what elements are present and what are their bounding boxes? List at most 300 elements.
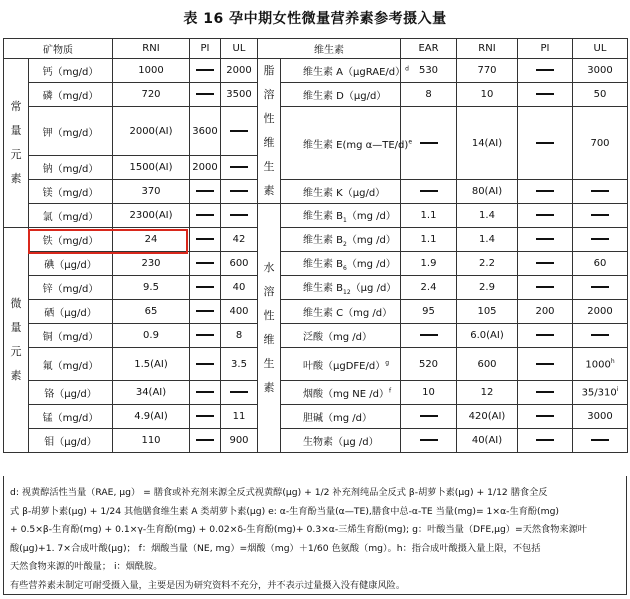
vitamin-rni [457,324,518,348]
vitamin-pi [518,204,573,228]
group-char: 维 [263,333,275,346]
vitamin-unit: （mg /d） [346,235,396,246]
vitamin-ear [401,348,457,381]
vitamin-ul [573,300,628,324]
vitamin-name-text: 维生素 A（μgRAE/d） [303,67,406,78]
mineral-ul [221,156,258,180]
mineral-ul [221,107,258,156]
group-char: 微 [10,297,22,310]
mineral-rni-text: 2000(AI) [129,125,173,137]
dash-mark [536,142,554,144]
dash-mark [420,142,438,144]
vitamin-ul [573,276,628,300]
mineral-name: 钾（mg/d） [29,107,113,156]
mineral-pi [190,180,221,204]
vitamin-ul [573,324,628,348]
vitamin-subscript: 6 [343,265,347,272]
vitamin-ear-text: 95 [422,306,435,317]
dash-mark [420,439,438,441]
mineral-pi [190,381,221,405]
group-macro-elements [4,59,29,228]
vitamin-subscript: 1 [343,217,347,224]
mineral-ul-text: 42 [232,234,246,245]
table-row [4,324,628,348]
vitamin-rni [457,300,518,324]
group-char: 素 [263,381,275,394]
mineral-rni-text: 720 [141,89,161,100]
vitamin-rni-text: 6.0(AI) [470,330,504,341]
vitamin-rni [457,83,518,107]
vitamin-rni [457,381,518,405]
vitamin-rni-text: 420(AI) [468,411,506,422]
vitamin-ul [573,405,628,429]
mineral-rni-text: 1000 [138,65,164,76]
vitamin-name-text: 维生素 C（mg /d） [303,308,393,319]
vitamin-pi [518,348,573,381]
mineral-rni-text: 370 [141,186,161,197]
iron-highlight-box [28,229,188,254]
mineral-ul [221,405,258,429]
group-char: 溶 [263,285,275,298]
vitamin-pi [518,300,573,324]
table-row [4,107,628,156]
mineral-rni [113,156,190,180]
footnote-marker: g [385,359,390,367]
mineral-ul [221,429,258,453]
vitamin-ear-text: 10 [422,387,435,398]
vitamin-rni-text: 2.2 [479,258,495,269]
group-char: 生 [263,160,275,173]
vitamin-subscript: 12 [343,289,351,296]
mineral-ul [221,180,258,204]
group-char: 量 [10,124,22,137]
dash-mark [536,93,554,95]
mineral-ul [221,83,258,107]
vitamin-name [281,405,401,429]
dash-mark [536,439,554,441]
mineral-rni-text: 4.9(AI) [134,411,168,422]
dash-mark [591,238,609,240]
vitamin-ul [573,429,628,453]
footnote-marker: i [616,386,619,394]
vitamin-ear-text: 1.9 [420,258,437,269]
mineral-pi [190,156,221,180]
mineral-rni [113,83,190,107]
mineral-rni-text: 1.5(AI) [134,358,168,370]
dash-mark [196,439,214,441]
table-row [4,405,628,429]
mineral-name: 铜（mg/d） [29,324,113,348]
table-row [4,204,628,228]
mineral-pi [190,405,221,429]
vitamin-ul [573,59,628,83]
vitamin-name-text: 生物素（μg /d） [303,437,379,448]
dash-mark [591,190,609,192]
vitamin-name-text: 维生素 D（μg/d） [303,91,387,102]
vitamin-ul [573,252,628,276]
mineral-ul-text: 40 [232,282,246,293]
mineral-rni [113,300,190,324]
footnote-marker: f [388,387,392,395]
mineral-rni [113,59,190,83]
mineral-rni-text: 34(AI) [135,387,167,398]
group-char: 脂 [263,64,275,77]
vitamin-pi [518,83,573,107]
vitamin-name [281,300,401,324]
footnotes [3,476,627,595]
vitamin-rni-text: 1.4 [479,234,495,245]
mineral-ul [221,276,258,300]
mineral-ul [221,228,258,252]
vitamin-pi [518,252,573,276]
vitamin-rni [457,107,518,180]
vitamin-ear [401,381,457,405]
vitamin-ear [401,180,457,204]
vitamin-rni [457,228,518,252]
group-char: 素 [10,369,22,382]
dash-mark [196,391,214,393]
dash-mark [196,334,214,336]
mineral-rni-text: 2300(AI) [129,210,173,221]
mineral-rni-text: 65 [144,306,158,317]
mineral-pi [190,107,221,156]
mineral-ul-text: 2000 [226,65,252,76]
group-char: 溶 [263,88,275,101]
vitamin-ear-text: 1.1 [420,210,437,221]
dash-mark [591,334,609,336]
mineral-ul-text: 400 [229,306,249,317]
mineral-name: 锌（mg/d） [29,276,113,300]
mineral-ul-text: 3500 [226,89,252,100]
dash-mark [536,69,554,71]
mineral-pi [190,204,221,228]
group-char: 素 [263,184,275,197]
group-water-soluble [258,204,281,453]
vitamin-ear [401,204,457,228]
vitamin-rni [457,59,518,83]
vitamin-rni-text: 105 [477,306,497,317]
mineral-pi-text: 2000 [192,162,218,173]
vitamin-rni-text: 80(AI) [471,186,503,197]
group-char: 元 [10,148,22,161]
mineral-ul [221,300,258,324]
mineral-pi [190,276,221,300]
vitamin-name-text: 维生素 B [303,235,344,246]
vitamin-ear [401,429,457,453]
header-ul: UL [221,39,258,59]
mineral-rni [113,405,190,429]
vitamin-ul-text: 700 [590,137,610,149]
mineral-pi-text: 3600 [192,125,218,137]
vitamin-rni-text: 770 [477,65,497,76]
vitamin-rni-text: 14(AI) [471,137,503,149]
header-ul-vitamin: UL [573,39,628,59]
vitamin-name [281,429,401,453]
mineral-rni-text: 1500(AI) [129,162,173,173]
group-char: 素 [10,172,22,185]
vitamin-ear [401,405,457,429]
dash-mark [536,286,554,288]
dash-mark [196,214,214,216]
dash-mark [196,310,214,312]
header-pi: PI [190,39,221,59]
vitamin-ul-text: 2000 [587,306,613,317]
vitamin-name-text: 烟酸（mg NE /d） [303,389,389,400]
header-rni: RNI [113,39,190,59]
group-char: 常 [10,100,22,113]
vitamin-rni-text: 10 [480,89,494,100]
dash-mark [420,334,438,336]
vitamin-pi [518,107,573,180]
vitamin-rni [457,429,518,453]
vitamin-ear [401,83,457,107]
mineral-name: 铬（μg/d） [29,381,113,405]
vitamin-name [281,324,401,348]
footnote-line: 有些营养素未制定可耐受摄入量，主要是因为研究资料不充分，并不表示过量摄入没有健康风险。 [10,579,406,591]
vitamin-name [281,59,409,83]
group-fat-soluble [258,59,281,204]
mineral-ul-text: 900 [229,435,249,446]
mineral-rni-text: 24 [144,234,158,245]
mineral-pi [190,348,221,381]
vitamin-unit: （μg /d） [350,283,397,294]
mineral-name: 硒（μg/d） [29,300,113,324]
vitamin-ul [573,180,628,204]
mineral-rni [113,381,190,405]
mineral-rni [113,252,190,276]
mineral-ul-text: 8 [235,330,243,341]
table-title: 表 16 孕中期女性微量营养素参考摄入量 [183,11,447,27]
footnote-line: 酸(μg)+1. 7×合成叶酸(μg)； f：烟酸当量（NE, mg）=烟酸（mg）＋1/60 色氨酸（mg）。h：指合成叶酸摄入量上限，不包括 [10,542,541,554]
vitamin-subscript: 2 [343,241,347,248]
mineral-ul [221,252,258,276]
vitamin-rni-text: 40(AI) [471,435,503,446]
mineral-name: 磷（mg/d） [29,83,113,107]
vitamin-name [281,83,401,107]
dash-mark [420,415,438,417]
vitamin-ul [573,204,628,228]
vitamin-rni-text: 2.9 [479,282,495,293]
table-row [4,83,628,107]
vitamin-pi [518,429,573,453]
dash-mark [591,214,609,216]
vitamin-ear-text: 2.4 [420,282,437,293]
vitamin-name-text: 维生素 B [303,211,344,222]
table-row [4,276,628,300]
table-row [4,300,628,324]
dash-mark [196,190,214,192]
mineral-ul-text: 3.5 [231,358,247,370]
vitamin-name [281,107,413,180]
header-vitamin: 维生素 [258,39,401,59]
vitamin-name [281,348,401,381]
mineral-ul [221,381,258,405]
vitamin-ear [401,300,457,324]
vitamin-ul [573,228,628,252]
vitamin-name [281,252,401,276]
dash-mark [536,391,554,393]
vitamin-name [281,204,401,228]
dash-mark [536,363,554,365]
mineral-rni-text: 9.5 [143,282,159,293]
vitamin-name-text: 维生素 E(mg α—TE/d) [303,139,409,151]
mineral-ul-text: 600 [229,258,249,269]
vitamin-pi [518,180,573,204]
mineral-rni [113,180,190,204]
mineral-pi [190,429,221,453]
vitamin-rni [457,180,518,204]
footnote-line: + 0.5×β-生育酚(mg) + 0.1×γ-生育酚(mg) + 0.02×δ-生育酚(mg)+ 0.3×α-三烯生育酚(mg); g：叶酸当量（DFE,μg）=天然食物来源叶 [10,524,587,535]
vitamin-ul-text: 50 [593,89,607,100]
mineral-pi [190,83,221,107]
mineral-ul [221,324,258,348]
footnote-line: d: 视黄醇活性当量（RAE, μg） = 膳食或补充剂来源全反式视黄醇(μg) + 1/2 补充剂纯品全反式 β-胡萝卜素(μg) + 1/12 膳食全反 [10,487,548,498]
group-char: 维 [263,136,275,149]
vitamin-ul-text: 60 [593,258,607,269]
mineral-rni [113,276,190,300]
mineral-name: 氯（mg/d） [29,204,113,228]
dash-mark [420,190,438,192]
vitamin-rni-text: 12 [480,387,494,398]
footnote-marker: h [610,357,615,365]
header-mineral: 矿物质 [4,39,113,59]
mineral-name: 镁（mg/d） [29,180,113,204]
vitamin-ul [573,348,628,381]
vitamin-name-text: 维生素 K（μg/d） [303,188,386,199]
mineral-name: 氟（mg/d） [29,348,113,381]
mineral-rni [113,107,190,156]
table-row [4,429,628,453]
vitamin-pi [518,324,573,348]
mineral-rni-text: 0.9 [143,330,159,341]
group-char: 量 [10,321,22,334]
footnote-line: 天然食物来源的叶酸量； i：烟酰胺。 [10,561,163,572]
vitamin-ul-text: 35/310 [581,387,617,399]
vitamin-ul [573,83,628,107]
mineral-pi [190,324,221,348]
vitamin-rni-text: 1.4 [479,210,495,221]
vitamin-rni [457,348,518,381]
dash-mark [591,439,609,441]
mineral-ul-text: 11 [232,411,246,422]
footnote-line: 式 β-胡萝卜素(μg) + 1/24 其他膳食维生素 A 类胡萝卜素(μg) e: α-生育酚当量(α—TE),膳食中总-α-TE 当量(mg)= 1×α-生育酚(mg) [10,505,559,517]
vitamin-name-text: 叶酸（μgDFE/d） [303,360,386,372]
vitamin-ul [573,107,628,180]
group-char: 生 [263,357,275,370]
vitamin-unit: （mg /d） [346,259,396,270]
mineral-ul [221,204,258,228]
vitamin-rni [457,276,518,300]
table-row [4,59,628,83]
mineral-pi [190,252,221,276]
dash-mark [536,190,554,192]
group-char: 性 [263,112,275,125]
mineral-pi [190,59,221,83]
vitamin-ul-text: 1000 [585,359,611,371]
dash-mark [536,214,554,216]
mineral-name: 铁（mg/d） [29,228,113,252]
header-ear: EAR [401,39,457,59]
vitamin-name [281,381,401,405]
mineral-name: 碘（μg/d） [29,252,113,276]
vitamin-ul-text: 3000 [587,65,613,76]
mineral-name: 钼（μg/d） [29,429,113,453]
table-row [4,348,628,381]
dash-mark [230,130,248,132]
vitamin-pi [518,381,573,405]
vitamin-name [281,276,401,300]
dash-mark [196,69,214,71]
dash-mark [196,262,214,264]
header-pi-vitamin: PI [518,39,573,59]
vitamin-name-text: 胆碱（mg /d） [303,413,372,424]
vitamin-rni-text: 600 [477,358,497,370]
vitamin-ear [401,252,457,276]
group-char: 元 [10,345,22,358]
dash-mark [196,286,214,288]
vitamin-pi [518,59,573,83]
vitamin-ear-text: 8 [425,89,432,100]
vitamin-rni [457,204,518,228]
group-trace-elements [4,228,29,453]
vitamin-name [281,180,401,204]
vitamin-ear [401,276,457,300]
dash-mark [230,391,248,393]
table-row [4,180,628,204]
vitamin-ul [573,381,628,405]
mineral-ul [221,348,258,381]
mineral-name: 钙（mg/d） [29,59,113,83]
vitamin-ear-text: 530 [418,65,439,76]
vitamin-pi [518,228,573,252]
vitamin-pi [518,405,573,429]
mineral-pi [190,300,221,324]
dash-mark [536,334,554,336]
table-row [4,252,628,276]
vitamin-rni [457,252,518,276]
mineral-rni [113,348,190,381]
vitamin-ul-text: 3000 [587,411,613,422]
vitamin-name-text: 维生素 B [303,283,344,294]
vitamin-name-text: 泛酸（mg /d） [303,332,372,343]
vitamin-ear [401,228,457,252]
mineral-rni-text: 110 [141,435,161,446]
dash-mark [196,238,214,240]
mineral-name: 钠（mg/d） [29,156,113,180]
footnote-marker: d [405,65,409,73]
mineral-ul [221,59,258,83]
dash-mark [196,93,214,95]
dash-mark [230,214,248,216]
group-char: 性 [263,309,275,322]
vitamin-pi [518,276,573,300]
mineral-rni [113,204,190,228]
dash-mark [196,415,214,417]
dash-mark [536,262,554,264]
vitamin-name [281,228,401,252]
dash-mark [591,286,609,288]
vitamin-ear-text: 1.1 [420,234,437,245]
table-row [4,381,628,405]
dash-mark [536,415,554,417]
mineral-rni [113,324,190,348]
dash-mark [230,166,248,168]
mineral-pi [190,228,221,252]
vitamin-rni [457,405,518,429]
vitamin-unit: （mg /d） [346,211,396,222]
group-char: 水 [263,261,275,274]
header-row [4,39,628,59]
